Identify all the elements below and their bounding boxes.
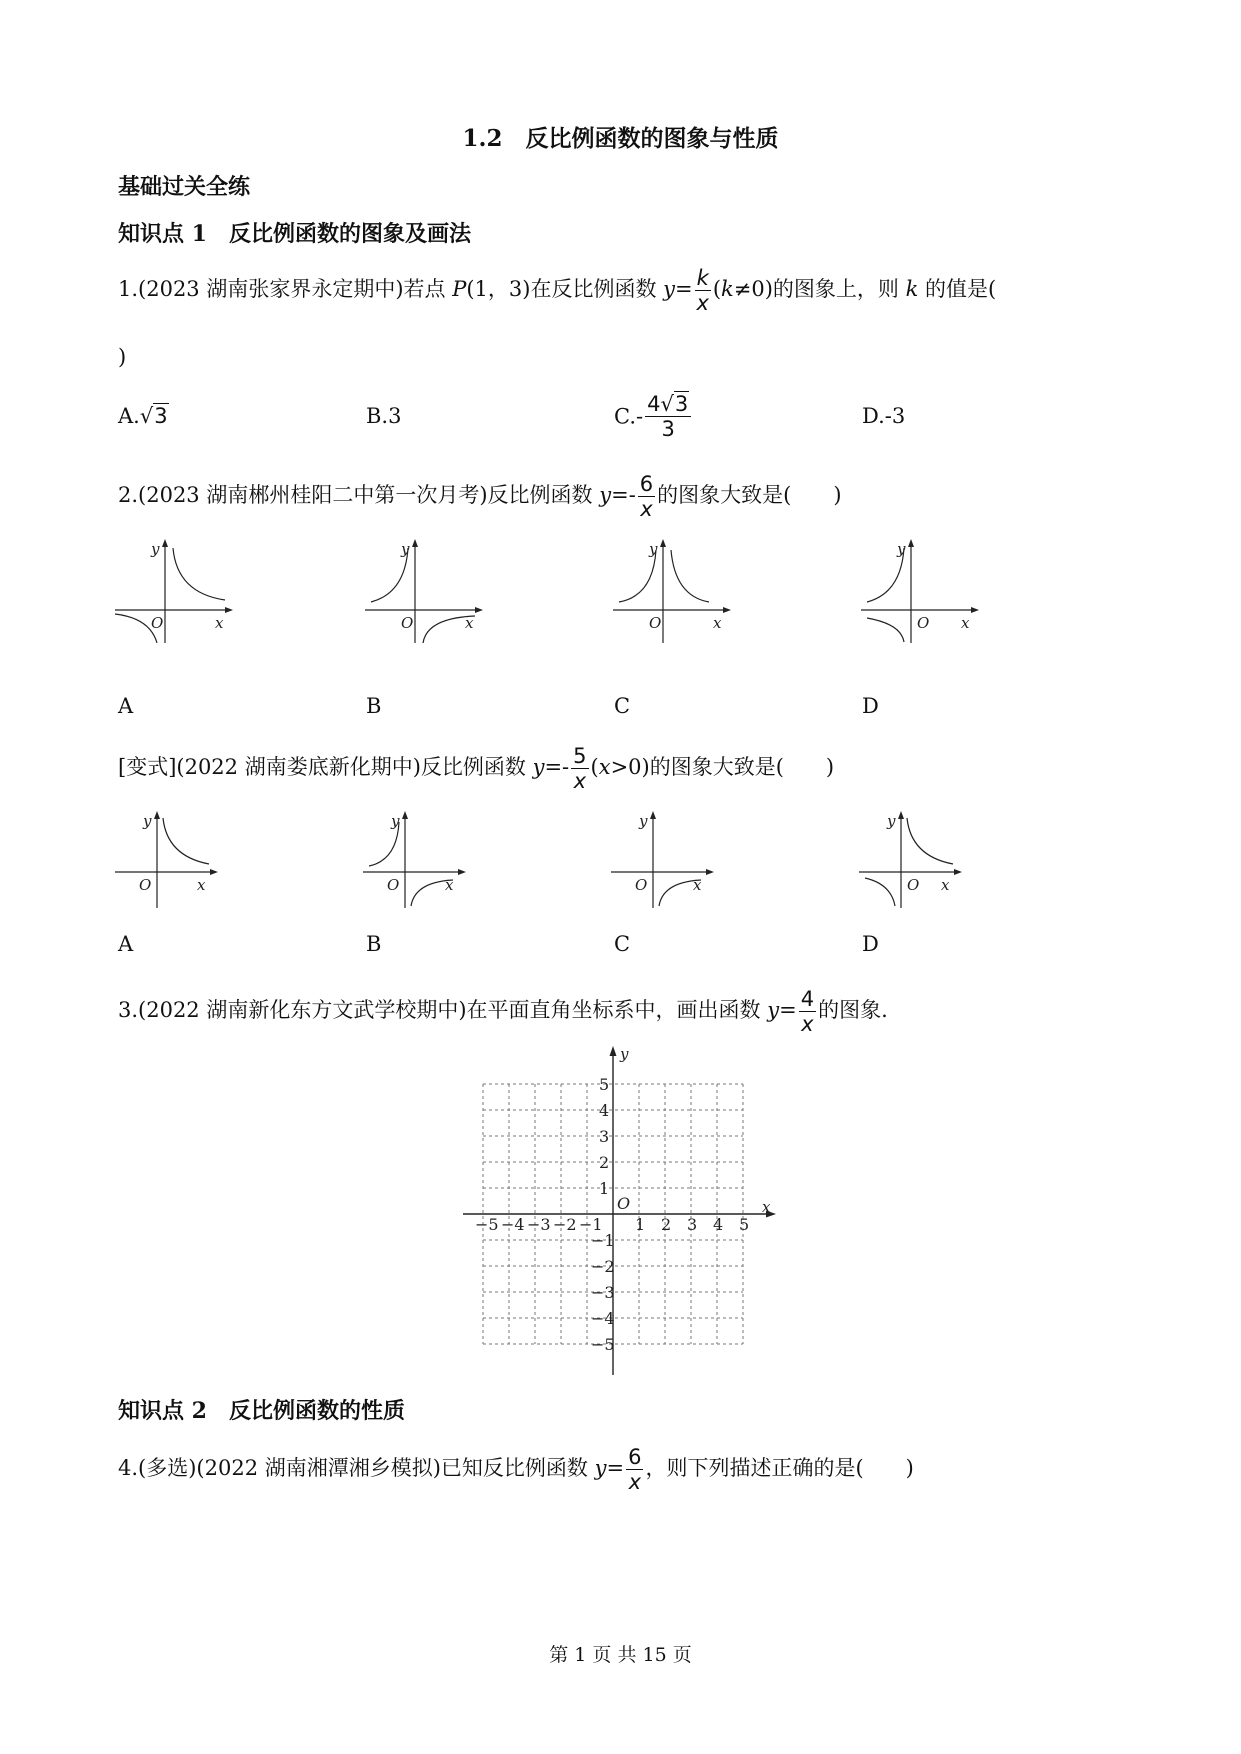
- q2-label-d: D: [862, 694, 879, 718]
- graph-y-label: y: [887, 812, 896, 830]
- q2-graph-c: [613, 538, 733, 648]
- graph-x-label: x: [693, 876, 702, 894]
- graph-y-label: y: [639, 812, 648, 830]
- page-title: 1.2 反比例函数的图象与性质: [462, 125, 779, 152]
- y-tick-label: −3: [591, 1283, 615, 1302]
- q1-option-b: B.3: [366, 404, 402, 428]
- graph-y-label: y: [151, 540, 160, 558]
- graph-x-label: x: [445, 876, 454, 894]
- variant-label-c: C: [614, 932, 631, 956]
- q1-option-d: D.-3: [862, 404, 906, 428]
- variant-graph-c: [611, 810, 716, 910]
- x-tick-label: −3: [527, 1215, 551, 1234]
- question-variant: [变式](2022 湖南娄底新化期中)反比例函数 y=- $\frac{5}{x}$ (x>0)的图象大致是( ): [118, 744, 835, 793]
- grid-y-label: y: [620, 1045, 629, 1063]
- variant-graph-b: [363, 810, 468, 910]
- coordinate-grid: [455, 1045, 785, 1377]
- page-footer: 第 1 页 共 15 页: [549, 1644, 692, 1666]
- y-tick-label: −1: [591, 1231, 615, 1250]
- x-tick-label: −5: [475, 1215, 499, 1234]
- graph-x-label: x: [713, 614, 722, 632]
- q2-label-a: A: [118, 694, 134, 718]
- y-tick-label: 4: [599, 1101, 610, 1120]
- graph-y-label: y: [401, 540, 410, 558]
- graph-origin-label: O: [151, 614, 164, 632]
- x-tick-label: −2: [553, 1215, 577, 1234]
- graph-x-label: x: [941, 876, 950, 894]
- q2-graph-d: [861, 538, 981, 648]
- variant-graph-a: [115, 810, 220, 910]
- question-1: 1.(2023 湖南张家界永定期中)若点 P(1，3)在反比例函数 y= $\frac{k}{x}$ (k≠0)的图象上，则 k 的值是(: [118, 266, 997, 315]
- graph-origin-label: O: [139, 876, 152, 894]
- grid-origin-label: O: [617, 1194, 631, 1213]
- y-tick-label: 5: [599, 1075, 610, 1094]
- graph-origin-label: O: [635, 876, 648, 894]
- q2-graph-b: [365, 538, 485, 648]
- section-heading: 基础过关全练: [118, 174, 251, 200]
- graph-origin-label: O: [917, 614, 930, 632]
- graph-y-label: y: [649, 540, 658, 558]
- question-4: 4.(多选)(2022 湖南湘潭湘乡模拟)已知反比例函数 y= $\frac{6}{x}$ ，则下列描述正确的是( ): [118, 1445, 914, 1494]
- graph-x-label: x: [961, 614, 970, 632]
- graph-y-label: y: [143, 812, 152, 830]
- variant-label-b: B: [366, 932, 382, 956]
- graph-y-label: y: [897, 540, 906, 558]
- x-tick-label: 5: [739, 1215, 750, 1234]
- graph-origin-label: O: [649, 614, 662, 632]
- x-tick-label: −4: [501, 1215, 525, 1234]
- y-tick-label: −5: [591, 1335, 615, 1354]
- q2-label-c: C: [614, 694, 631, 718]
- knowledge-point-2: 知识点 2 反比例函数的性质: [118, 1398, 405, 1424]
- variant-label-d: D: [862, 932, 879, 956]
- x-tick-label: 2: [661, 1215, 672, 1234]
- question-2: 2.(2023 湖南郴州桂阳二中第一次月考)反比例函数 y=- $\frac{6}{x}$ 的图象大致是( ): [118, 472, 842, 521]
- x-tick-label: −1: [579, 1215, 603, 1234]
- grid-x-label: x: [762, 1198, 771, 1216]
- graph-origin-label: O: [907, 876, 920, 894]
- question-3: 3.(2022 湖南新化东方文武学校期中)在平面直角坐标系中，画出函数 y= $\frac{4}{x}$ 的图象.: [118, 987, 888, 1036]
- graph-origin-label: O: [401, 614, 414, 632]
- y-tick-label: −4: [591, 1309, 615, 1328]
- graph-x-label: x: [197, 876, 206, 894]
- graph-x-label: x: [465, 614, 474, 632]
- question-1-close: ): [118, 345, 127, 369]
- x-tick-label: 4: [713, 1215, 724, 1234]
- graph-x-label: x: [215, 614, 224, 632]
- graph-y-label: y: [391, 812, 400, 830]
- x-tick-label: 1: [635, 1215, 646, 1234]
- knowledge-point-1: 知识点 1 反比例函数的图象及画法: [118, 221, 471, 247]
- graph-origin-label: O: [387, 876, 400, 894]
- y-tick-label: −2: [591, 1257, 615, 1276]
- q1-option-c: C.- $\frac{4√3}{3}$: [614, 392, 693, 441]
- variant-label-a: A: [118, 932, 134, 956]
- q1-option-a: A.√3: [118, 404, 168, 428]
- variant-graph-d: [859, 810, 964, 910]
- y-tick-label: 2: [599, 1153, 610, 1172]
- y-tick-label: 3: [599, 1127, 610, 1146]
- q2-graph-a: [115, 538, 235, 648]
- x-tick-label: 3: [687, 1215, 698, 1234]
- y-tick-label: 1: [599, 1179, 610, 1198]
- y-axis-arrow: [610, 1046, 617, 1056]
- q2-label-b: B: [366, 694, 382, 718]
